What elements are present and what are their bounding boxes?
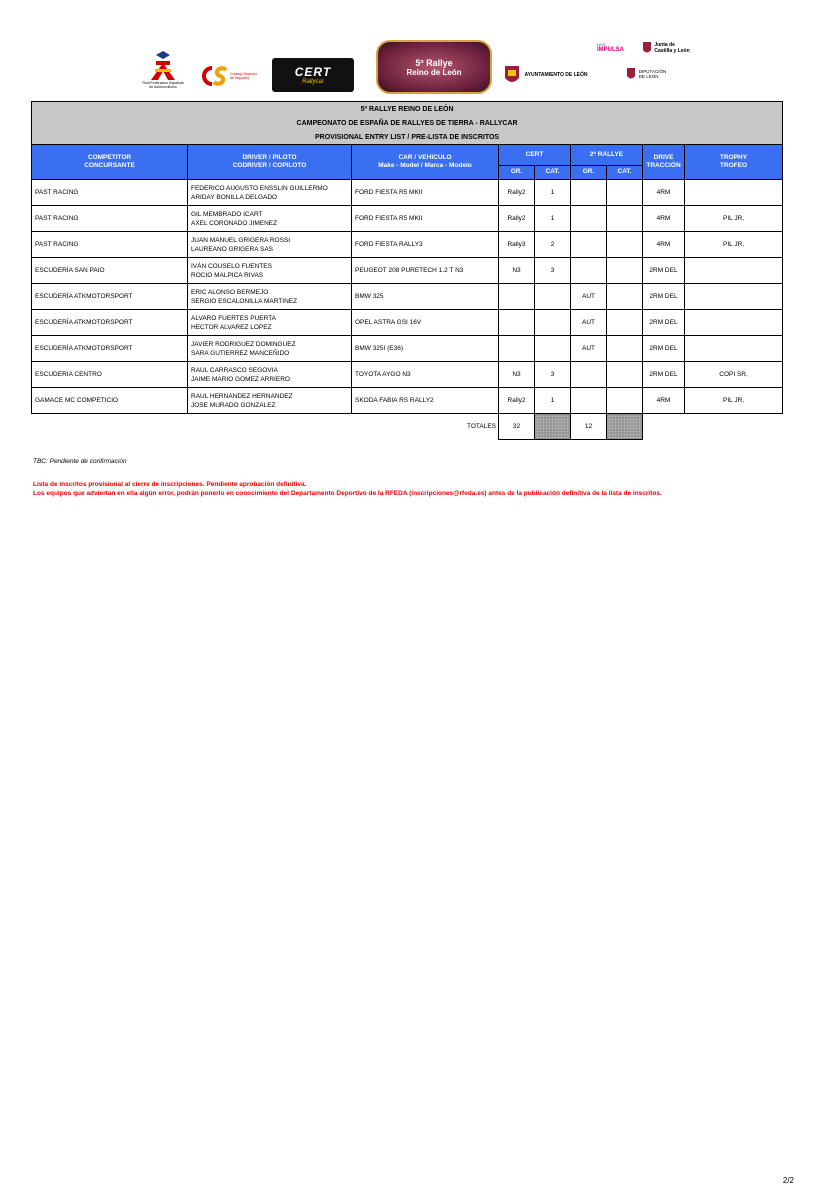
junta-line1: Junta de — [654, 42, 675, 48]
trophy-cell: COPI SR, — [685, 362, 783, 388]
table-row — [32, 206, 783, 232]
driver-name: RAUL HERNANDEZ HERNANDEZ — [191, 392, 293, 400]
header-trophy — [685, 145, 783, 180]
r2-cat-cell — [607, 388, 643, 414]
drive-cell: 2RM DEL — [643, 336, 685, 362]
codriver-name: ROCIO MALPICA RIVAS — [191, 271, 264, 279]
codriver-name: JAIME MARIO GOMEZ ARRIERO — [191, 375, 290, 383]
errors-note: Los equipos que adviertan en ella algún error, podrán ponerlo en conocimiento del Departamento Deportivo de la RFEDA (inscripciones@rfeda.es) antes de la publicación definitiva de la lista de inscritos. — [33, 490, 662, 497]
competitor-cell: ESCUDERÍA ATKMOTORSPORT — [32, 284, 188, 310]
cert-title: CERT — [294, 65, 332, 79]
competitor-cell: PAST RACING — [32, 232, 188, 258]
cert-gr-cell: Rally2 — [499, 180, 535, 206]
header-competitor — [32, 145, 188, 180]
r2-cat-cell — [607, 258, 643, 284]
rallye-logo-line2: Reino de León — [406, 67, 462, 77]
competitor-cell: ESCUDERÍA SAN PAIO — [32, 258, 188, 284]
cert-gr-cell — [499, 310, 535, 336]
competitor-cell: ESCUDERÍA ATKMOTORSPORT — [32, 310, 188, 336]
driver-cell — [188, 310, 352, 336]
rallye-logo-line1: 5º Rallye — [415, 57, 453, 68]
competitor-cell: ESCUDERIA CENTRO — [32, 362, 188, 388]
drive-cell: 4RM — [643, 206, 685, 232]
totals-r2-cat-hatched — [607, 414, 643, 440]
drive-cell: 2RM DEL — [643, 284, 685, 310]
rfeda-caption: Real Federación Española de Automovilismo — [142, 81, 184, 89]
car-cell: FORD FIESTA RALLY3 — [352, 232, 499, 258]
cert-gr-cell: N3 — [499, 258, 535, 284]
drive-cell: 2RM DEL — [643, 258, 685, 284]
totals-row — [32, 414, 783, 440]
header-trophy-en: TROPHY — [720, 154, 748, 161]
codriver-name: SERGIO ESCALONILLA MARTINEZ — [191, 297, 298, 305]
tbc-note: TBC: Pendiente de confirmación — [33, 458, 127, 465]
driver-name: ERIC ALONSO BERMEJO — [191, 288, 269, 296]
codriver-name: ARIDAY BONILLA DELGADO — [191, 193, 278, 201]
r2-cat-cell — [607, 336, 643, 362]
car-cell: BMW 325 — [352, 284, 499, 310]
table-row — [32, 336, 783, 362]
driver-cell — [188, 232, 352, 258]
driver-name: JAVIER RODRIGUEZ DOMINGUEZ — [191, 340, 296, 348]
cert-gr-cell — [499, 336, 535, 362]
header-cert: CERT — [499, 145, 571, 166]
r2-gr-cell: AUT — [571, 310, 607, 336]
car-cell: BMW 325I (E36) — [352, 336, 499, 362]
r2-gr-cell: AUT — [571, 284, 607, 310]
r2-gr-cell — [571, 206, 607, 232]
header-cert-cat: CAT. — [535, 165, 571, 179]
cert-cat-cell — [535, 336, 571, 362]
trophy-cell — [685, 180, 783, 206]
junta-line2: Castilla y León — [654, 48, 690, 54]
header-competitor-en: COMPETITOR — [87, 154, 132, 161]
table-row — [32, 232, 783, 258]
r2-gr-cell — [571, 232, 607, 258]
car-cell: PEUGEOT 208 PURETECH 1.2 T N3 — [352, 258, 499, 284]
totals-rallye2: 12 — [571, 414, 607, 440]
header-trophy-es: TROFEO — [720, 162, 748, 169]
competitor-cell: PAST RACING — [32, 180, 188, 206]
header-drive-es: TRACCIÓN — [646, 162, 681, 169]
totals-label: TOTALES — [466, 423, 496, 431]
cert-gr-cell: Rally3 — [499, 232, 535, 258]
impulsa-logo — [597, 38, 637, 56]
header-r2-cat: CAT. — [607, 165, 643, 179]
table-row — [32, 180, 783, 206]
cert-gr-cell: Rally2 — [499, 388, 535, 414]
rallye-logo — [376, 40, 492, 94]
codriver-name: HECTOR ALVAREZ LOPEZ — [191, 323, 272, 331]
cert-cat-cell — [535, 310, 571, 336]
trophy-cell: PIL JR, — [685, 232, 783, 258]
header-driver — [188, 145, 352, 180]
totals-empty — [643, 414, 783, 440]
totals-cert: 32 — [499, 414, 535, 440]
car-cell: OPEL ASTRA GSI 16V — [352, 310, 499, 336]
header-drive — [643, 145, 685, 180]
header-car — [352, 145, 499, 180]
car-cell: FORD FIESTA R5 MKII — [352, 206, 499, 232]
csd-caption: Consejo Superior de Deportes — [230, 72, 258, 80]
car-cell: SKODA FABIA RS RALLY2 — [352, 388, 499, 414]
cert-logo — [272, 58, 354, 92]
cert-cat-cell: 1 — [535, 206, 571, 232]
codriver-name: SARA GUTIERREZ MANCEÑIDO — [191, 349, 290, 357]
r2-cat-cell — [607, 284, 643, 310]
codriver-name: LAUREANO GRIGERA SAS — [191, 245, 273, 253]
header-driver-line1: DRIVER / PILOTO — [242, 154, 297, 161]
codriver-name: AXEL CORONADO JIMENEZ — [191, 219, 278, 227]
provisional-note: Lista de inscritos provisional al cierre de inscripciones. Pendiente aprobación definitiva. — [33, 481, 307, 488]
car-cell: FORD FIESTA R5 MKII — [352, 180, 499, 206]
header-driver-line2: CODRIVER / COPILOTO — [232, 162, 307, 169]
header-row-1 — [32, 145, 783, 166]
cert-cat-cell: 3 — [535, 362, 571, 388]
r2-gr-cell — [571, 362, 607, 388]
title-row-event — [32, 102, 783, 117]
r2-cat-cell — [607, 180, 643, 206]
driver-cell — [188, 362, 352, 388]
competitor-cell: PAST RACING — [32, 206, 188, 232]
cert-cat-cell: 3 — [535, 258, 571, 284]
table-row — [32, 258, 783, 284]
header-r2-gr: GR. — [571, 165, 607, 179]
cert-gr-cell — [499, 284, 535, 310]
cert-gr-cell: N3 — [499, 362, 535, 388]
trophy-cell — [685, 336, 783, 362]
title-row-championship — [32, 116, 783, 130]
driver-cell — [188, 180, 352, 206]
cert-cat-cell: 2 — [535, 232, 571, 258]
r2-gr-cell: AUT — [571, 336, 607, 362]
r2-cat-cell — [607, 310, 643, 336]
driver-name: FEDERICO AUGUSTO ENSSLIN GUILLERMO — [191, 184, 328, 192]
totals-cert-cat-hatched — [535, 414, 571, 440]
event-title: 5º RALLYE REINO DE LEÓN — [32, 102, 783, 117]
trophy-cell: PIL JR, — [685, 206, 783, 232]
r2-gr-cell — [571, 388, 607, 414]
header-drive-en: DRIVE — [653, 154, 674, 161]
driver-name: GIL MEMBRADO ICART — [191, 210, 263, 218]
cert-cat-cell: 1 — [535, 388, 571, 414]
entry-list-table — [31, 101, 783, 440]
drive-cell: 2RM DEL — [643, 362, 685, 388]
competitor-cell: ESCUDERÍA ATKMOTORSPORT — [32, 336, 188, 362]
trophy-cell — [685, 258, 783, 284]
junta-logo — [640, 38, 692, 58]
driver-cell — [188, 284, 352, 310]
header-car-line2: Make - Model / Marca - Modelo — [378, 162, 472, 169]
r2-gr-cell — [571, 180, 607, 206]
sponsor-logos — [0, 0, 814, 100]
r2-cat-cell — [607, 362, 643, 388]
r2-cat-cell — [607, 206, 643, 232]
header-competitor-es: CONCURSANTE — [84, 162, 135, 169]
r2-gr-cell — [571, 258, 607, 284]
driver-cell — [188, 336, 352, 362]
trophy-cell — [685, 284, 783, 310]
header-cert-gr: GR. — [499, 165, 535, 179]
header-rallye2: 2ª RALLYE — [571, 145, 643, 166]
impulsa-prefix: NOS — [597, 41, 606, 47]
driver-cell — [188, 388, 352, 414]
driver-name: IVÁN COUSELO FUENTES — [191, 262, 272, 270]
driver-name: ALVARO FUERTES PUERTA — [191, 314, 277, 322]
cert-gr-cell: Rally2 — [499, 206, 535, 232]
driver-name: JUAN MANUEL GRIGERA ROSSI — [191, 236, 291, 244]
impulsa-word: IMPULSA — [597, 46, 624, 53]
championship-title: CAMPEONATO DE ESPAÑA DE RALLYES DE TIERRA - RALLYCAR — [32, 116, 783, 130]
drive-cell: 4RM — [643, 232, 685, 258]
trophy-cell — [685, 310, 783, 336]
car-cell: TOYOTA AYGO N3 — [352, 362, 499, 388]
driver-cell — [188, 258, 352, 284]
diputacion-line1: DIPUTACIÓN — [638, 68, 667, 74]
competitor-cell: GAMACE MC COMPETICIO — [32, 388, 188, 414]
cert-cat-cell — [535, 284, 571, 310]
list-title: PROVISIONAL ENTRY LIST / PRE-LISTA DE INSCRITOS — [32, 130, 783, 145]
entry-rows — [32, 180, 783, 414]
table-row — [32, 388, 783, 414]
table-row — [32, 310, 783, 336]
ayuntamiento-caption: AYUNTAMIENTO DE LEÓN — [524, 72, 588, 78]
ayuntamiento-logo — [498, 62, 592, 88]
diputacion-line2: DE LEÓN — [638, 74, 659, 79]
trophy-cell: PIL JR, — [685, 388, 783, 414]
header-car-line1: CAR / VEHICULO — [398, 154, 452, 161]
csd-logo — [198, 62, 260, 90]
cert-cat-cell: 1 — [535, 180, 571, 206]
diputacion-logo — [622, 64, 670, 84]
table-row — [32, 284, 783, 310]
codriver-name: JOSE MURADO GONZALEZ — [191, 401, 276, 409]
title-row-list — [32, 130, 783, 145]
r2-cat-cell — [607, 232, 643, 258]
drive-cell: 2RM DEL — [643, 310, 685, 336]
driver-cell — [188, 206, 352, 232]
drive-cell: 4RM — [643, 388, 685, 414]
rfeda-logo — [140, 44, 186, 94]
cert-subtitle: Rallycar — [302, 79, 324, 85]
table-row — [32, 362, 783, 388]
page-number: 2/2 — [782, 1176, 794, 1185]
drive-cell: 4RM — [643, 180, 685, 206]
driver-name: RAUL CARRASCO SEGOVIA — [191, 366, 278, 374]
entry-list-table-wrap — [31, 101, 782, 440]
